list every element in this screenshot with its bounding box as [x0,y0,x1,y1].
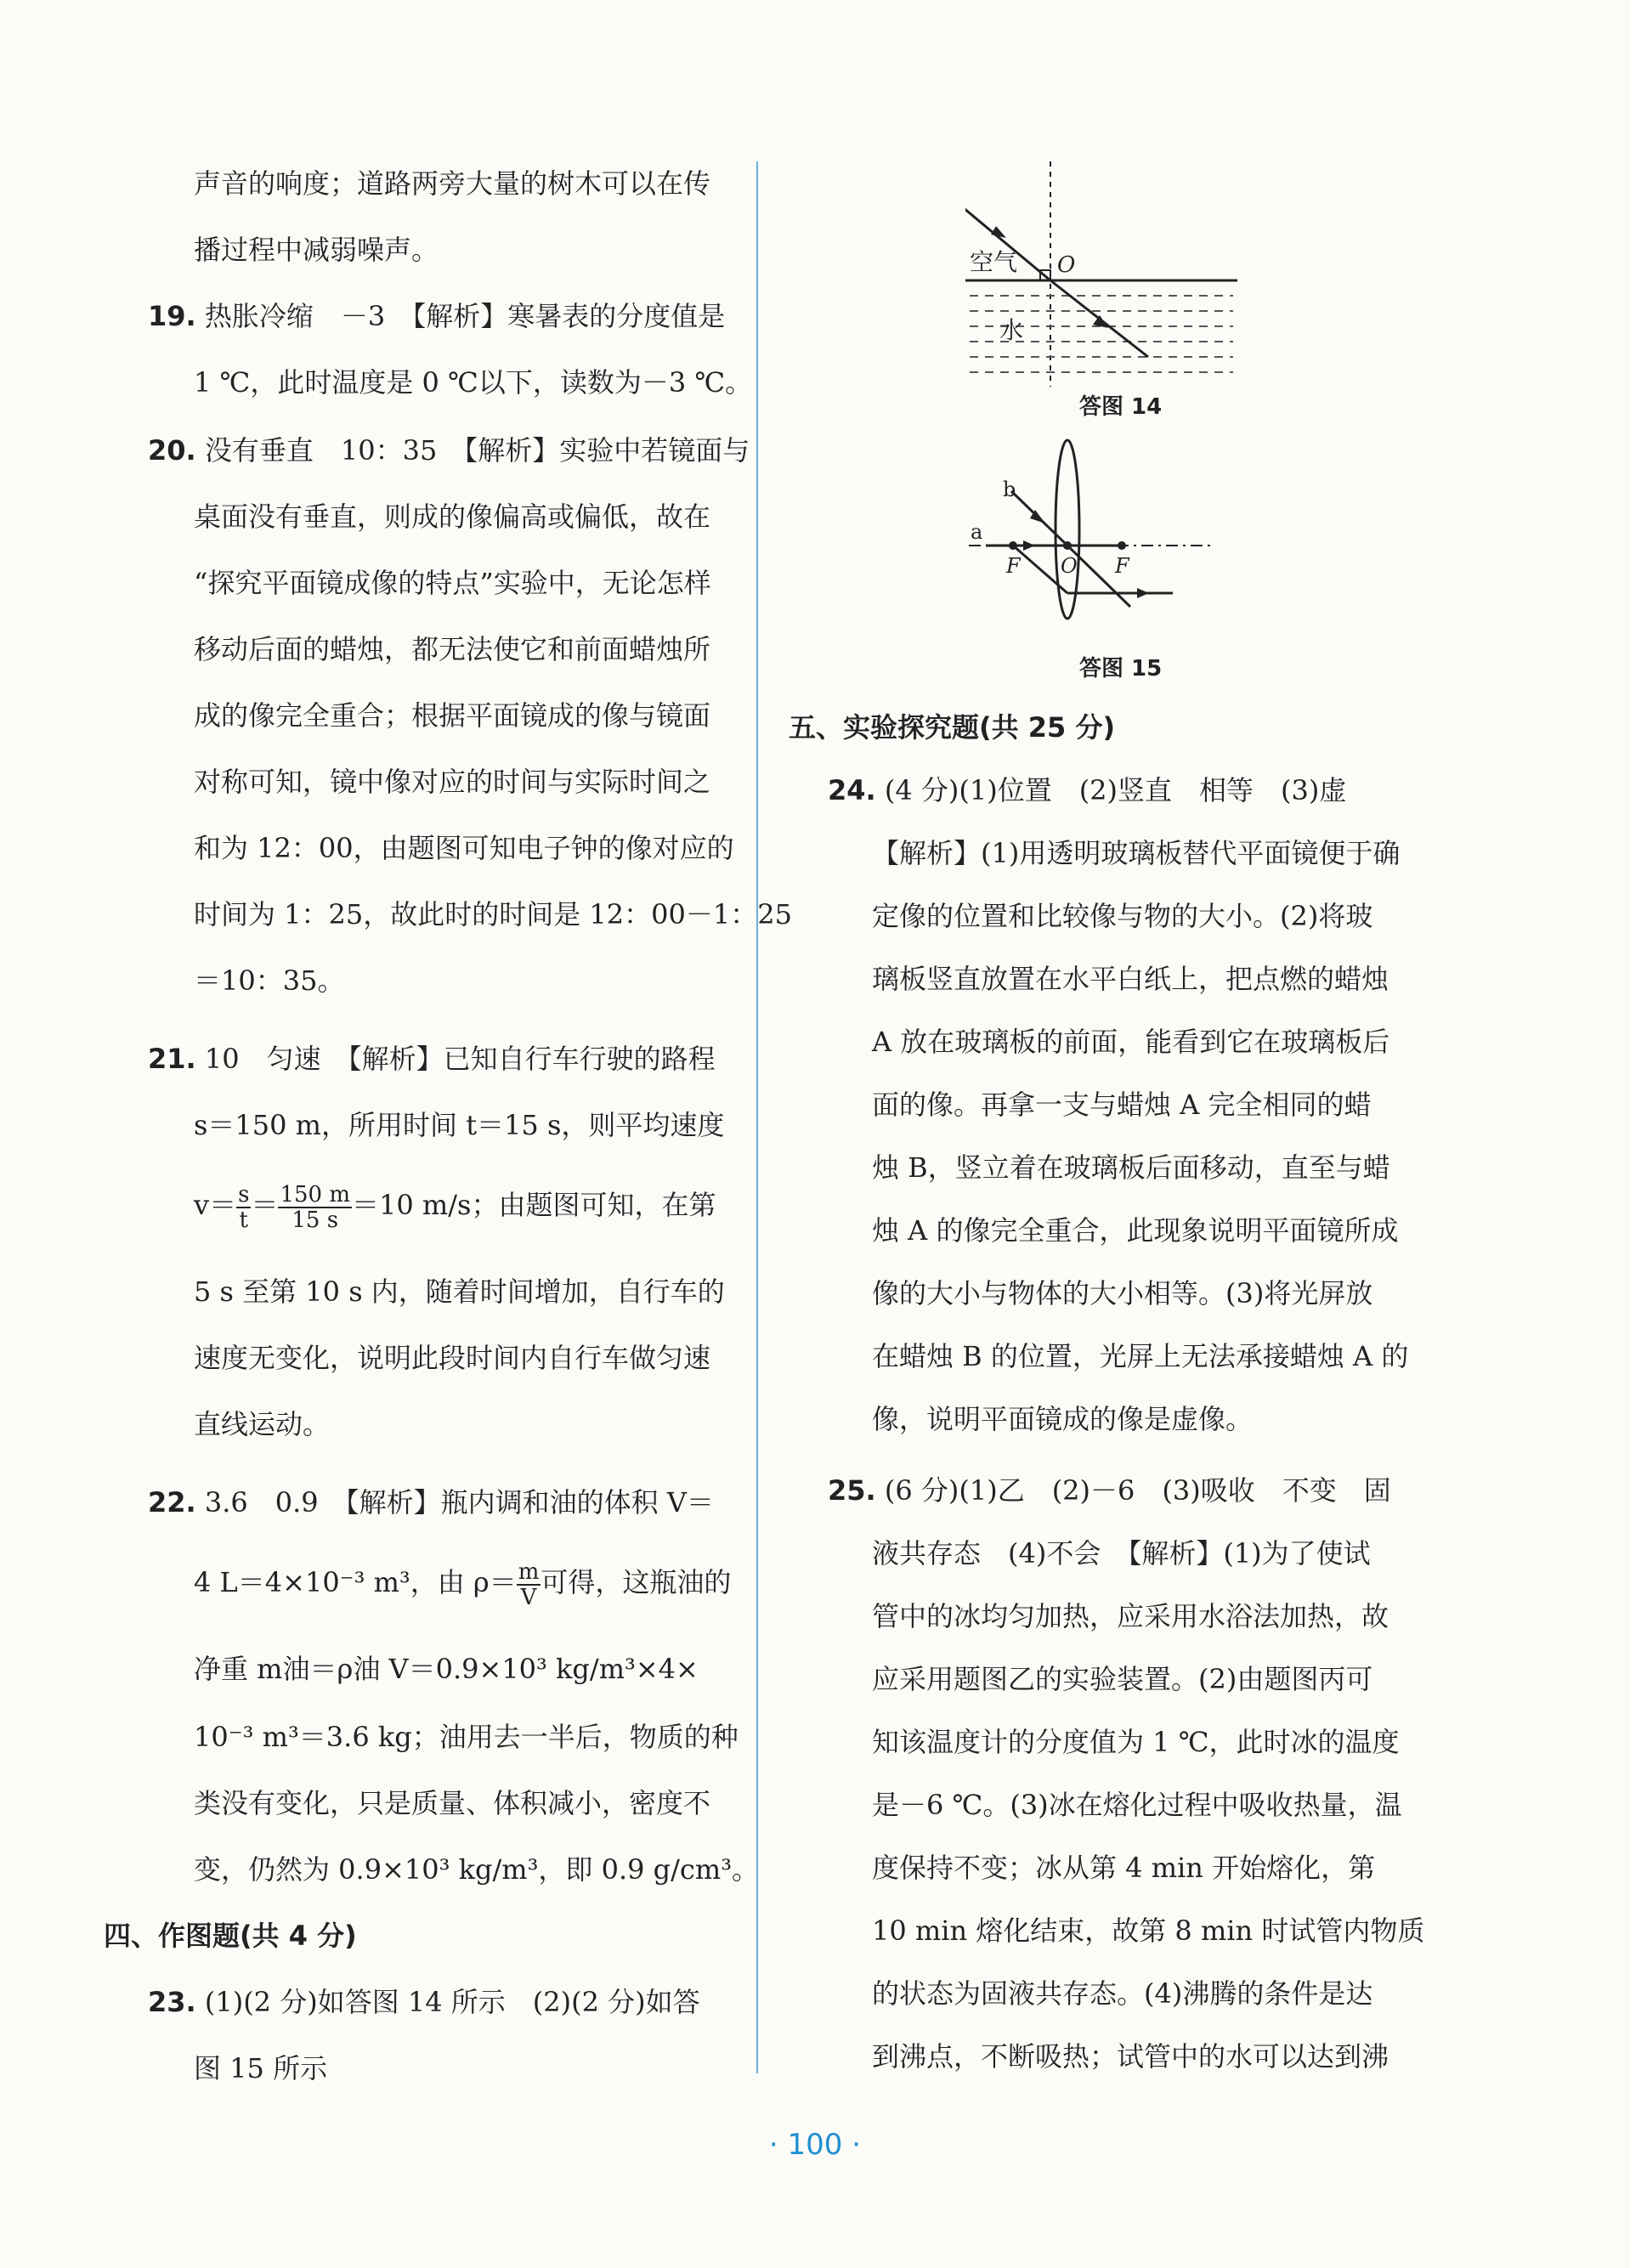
fraction-m-over-v [517,1560,541,1609]
question-answer: 3.6 0.9 【解析】瓶内调和油的体积 V＝ [204,1486,714,1519]
text-line: 是－6 ℃。(3)冰在熔化过程中吸收热量，温 [872,1789,1402,1821]
text-line: 成的像完全重合；根据平面镜成的像与镜面 [194,699,711,732]
text-line: 速度无变化，说明此段时间内自行车做匀速 [194,1342,711,1374]
fraction-distance-over-time [278,1183,352,1232]
formula-suffix: 可得，这瓶油的 [541,1566,732,1598]
formula-suffix: ＝10 m/s；由题图可知，在第 [352,1189,716,1221]
text-line: 10⁻³ m³＝3.6 kg；油用去一半后，物质的种 [194,1721,739,1753]
text-line: 10 min 熔化结束，故第 8 min 时试管内物质 [872,1915,1425,1947]
text-line: 移动后面的蜡烛，都无法使它和前面蜡烛所 [194,633,711,665]
question-answer: (4 分)(1)位置 (2)竖直 相等 (3)虚 [884,774,1347,806]
question-21 [148,1042,716,1076]
text-line: 变，仍然为 0.9×10³ kg/m³，即 0.9 g/cm³。 [194,1853,760,1886]
text-line: 直线运动。 [194,1408,331,1440]
question-23 [148,1985,700,2019]
text-line: 璃板竖直放置在水平白纸上，把点燃的蜡烛 [872,963,1389,995]
optical-center [1063,541,1072,550]
text-line: ＝10：35。 [194,964,345,997]
question-19 [148,299,725,333]
text-line: 声音的响度；道路两旁大量的树木可以在传 [194,167,711,200]
text-line: 到沸点，不断吸热；试管中的水可以达到沸 [872,2040,1389,2073]
question-answer: 热胀冷缩 －3 【解析】寒暑表的分度值是 [204,300,726,332]
focal-point-left [1009,541,1017,550]
text-line: “探究平面镜成像的特点”实验中，无论怎样 [194,567,711,599]
question-22 [148,1485,714,1519]
text-line: 类没有变化，只是质量、体积减小，密度不 [194,1787,711,1819]
lens-figure [969,438,1215,620]
text-line: 面的像。再拿一支与蜡烛 A 完全相同的蜡 [872,1089,1372,1121]
formula-prefix: v＝ [194,1189,237,1221]
section-heading: 五、实验探究题(共 25 分) [789,711,1116,744]
question-20 [148,433,750,467]
figure-caption: 答图 15 [1079,656,1163,682]
text-line: A 放在玻璃板的前面，能看到它在玻璃板后 [872,1026,1390,1058]
ray-a-arrow-icon [1023,540,1035,551]
column-divider [756,161,758,2073]
denominator: t [239,1207,248,1233]
fraction-s-over-t [236,1183,251,1232]
text-line: 对称可知，镜中像对应的时间与实际时间之 [194,766,711,798]
focal-label-left: F [1006,554,1021,578]
question-number: 21. [148,1043,196,1075]
question-number: 19. [148,300,196,332]
text-line: 度保持不变；冰从第 4 min 开始熔化，第 [872,1852,1376,1884]
refraction-figure [965,161,1237,391]
text-line: 播过程中减弱噪声。 [194,234,439,266]
text-line: 在蜡烛 B 的位置，光屏上无法承接蜡烛 A 的 [872,1340,1409,1372]
question-24 [828,773,1346,807]
water-label: 水 [999,316,1024,344]
question-answer: (6 分)(1)乙 (2)－6 (3)吸收 不变 固 [884,1474,1391,1507]
question-answer: (1)(2 分)如答图 14 所示 (2)(2 分)如答 [204,1986,700,2018]
text-line: 图 15 所示 [194,2052,328,2084]
numerator: 150 m [280,1181,350,1208]
text-line: 【解析】(1)用透明玻璃板替代平面镜便于确 [872,837,1401,869]
numerator: s [238,1181,250,1208]
ray-a-label: a [971,520,983,544]
text-line: s＝150 m，所用时间 t＝15 s，则平均速度 [194,1109,725,1141]
air-label: 空气 [970,248,1018,276]
question-number: 20. [148,434,196,467]
page-number: · 100 · [768,2128,862,2162]
numerator: m [518,1558,540,1585]
formula-prefix: 4 L＝4×10⁻³ m³，由 ρ＝ [194,1566,517,1598]
parallel-arrow-icon [1137,588,1149,598]
question-number: 23. [148,1986,196,2018]
question-answer: 10 匀速 【解析】已知自行车行驶的路程 [204,1043,716,1075]
focal-point-right [1118,541,1126,550]
text-line: 管中的冰均匀加热，应采用水浴法加热，故 [872,1600,1389,1632]
text-line: 净重 m油＝ρ油 V＝0.9×10³ kg/m³×4× [194,1653,699,1685]
text-line: 像，说明平面镜成的像是虚像。 [872,1403,1254,1435]
text-line: 定像的位置和比较像与物的大小。(2)将玻 [872,900,1373,932]
figure-caption: 答图 14 [1079,394,1163,420]
denominator: 15 s [291,1207,339,1233]
question-number: 25. [828,1474,876,1507]
section-heading: 四、作图题(共 4 分) [104,1920,357,1952]
point-o-label: O [1057,252,1076,278]
text-line: 1 ℃，此时温度是 0 ℃以下，读数为－3 ℃。 [194,366,753,399]
density-formula [194,1557,731,1609]
ray-b-label: b [1003,478,1016,501]
text-line: 烛 A 的像完全重合，此现象说明平面镜所成 [872,1214,1399,1247]
question-number: 22. [148,1486,196,1519]
text-line: 像的大小与物体的大小相等。(3)将光屏放 [872,1277,1373,1309]
text-line: 应采用题图乙的实验装置。(2)由题图丙可 [872,1663,1373,1695]
center-label: O [1061,554,1078,578]
ray-focal-incident [1013,546,1067,593]
focal-label-right: F [1115,554,1129,578]
question-answer: 没有垂直 10：35 【解析】实验中若镜面与 [204,434,750,467]
text-line: 烛 B，竖立着在玻璃板后面移动，直至与蜡 [872,1151,1390,1184]
question-25 [828,1473,1391,1507]
text-line: 液共存态 (4)不会 【解析】(1)为了使试 [872,1537,1371,1570]
equals-sign: ＝ [251,1189,279,1221]
text-line: 5 s 至第 10 s 内，随着时间增加，自行车的 [194,1275,725,1308]
text-line: 时间为 1：25，故此时的时间是 12：00－1：25 [194,898,792,930]
text-line: 和为 12：00，由题图可知电子钟的像对应的 [194,832,734,864]
question-number: 24. [828,774,876,806]
incident-arrow-icon [991,226,1006,238]
text-line: 知该温度计的分度值为 1 ℃，此时冰的温度 [872,1726,1400,1758]
denominator: V [520,1584,537,1610]
speed-formula [194,1179,716,1232]
text-line: 的状态为固液共存态。(4)沸腾的条件是达 [872,1977,1373,2010]
text-line: 桌面没有垂直，则成的像偏高或偏低，故在 [194,501,711,533]
